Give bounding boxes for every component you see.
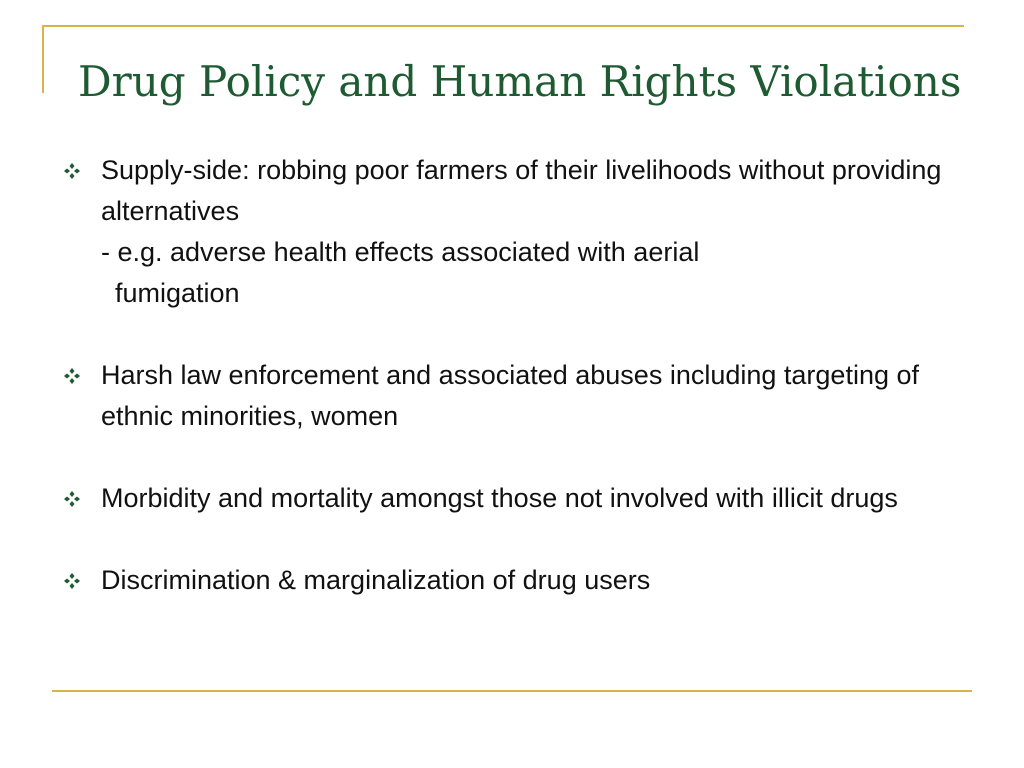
bullet-item-supply-side — [62, 150, 962, 314]
frame-bottom-line — [52, 690, 972, 692]
four-diamond-bullet-icon — [62, 489, 82, 509]
bullet-item-discrimination — [62, 560, 962, 601]
four-diamond-bullet-icon — [62, 571, 82, 591]
bullet-text: Supply-side: robbing poor farmers of their livelihoods without providing alternatives — [101, 155, 942, 226]
bullet-list — [62, 150, 962, 601]
bullet-text: Harsh law enforcement and associated abuses including targeting of ethnic minorities, women — [101, 360, 919, 431]
frame-top-line — [42, 25, 964, 27]
four-diamond-bullet-icon — [62, 366, 82, 386]
bullet-text: Morbidity and mortality amongst those not involved with illicit drugs — [101, 483, 898, 513]
bullet-item-law-enforcement — [62, 355, 962, 437]
bullet-item-morbidity — [62, 478, 962, 519]
bullet-sub-line-continuation: fumigation — [115, 278, 240, 308]
bullet-text: Discrimination & marginalization of drug users — [101, 565, 651, 595]
bullet-sub-line: - e.g. adverse health effects associated with aerial — [101, 237, 700, 267]
frame-left-line — [42, 25, 44, 93]
slide-title: Drug Policy and Human Rights Violations — [78, 57, 962, 106]
four-diamond-bullet-icon — [62, 161, 82, 181]
